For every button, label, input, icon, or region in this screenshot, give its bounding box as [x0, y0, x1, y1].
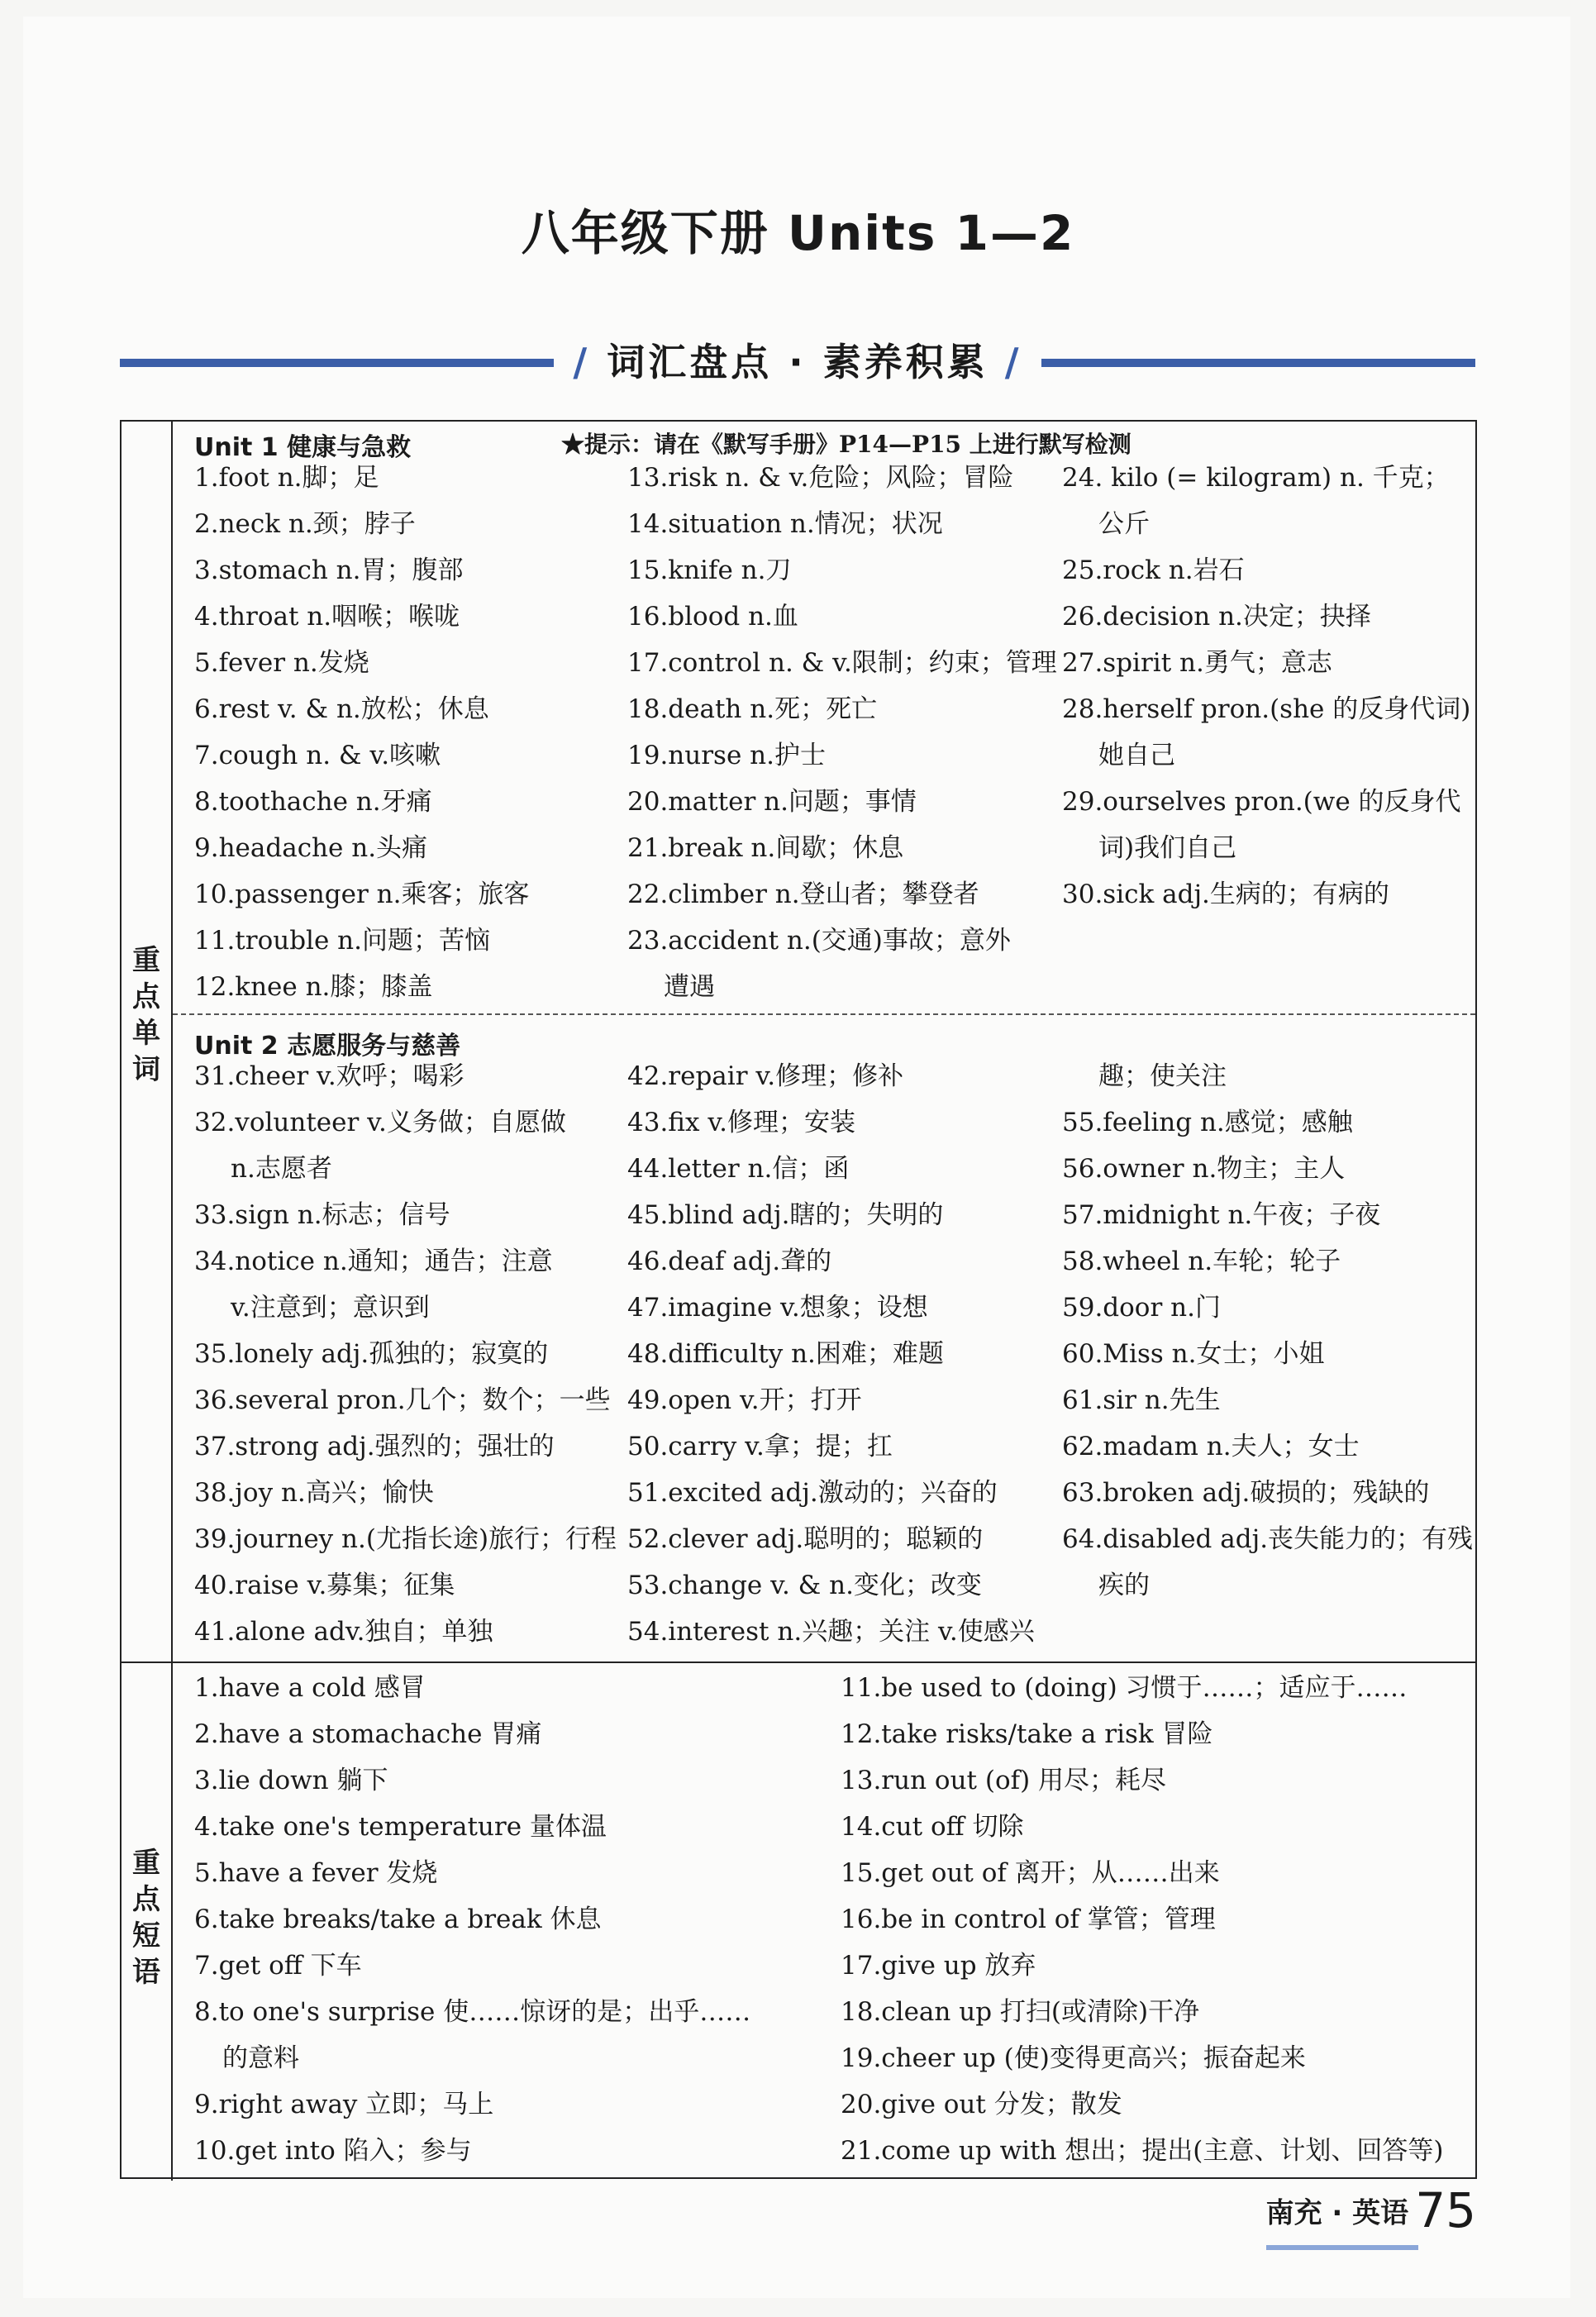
list-item: 54.interest n.兴趣；关注 v.使感兴 — [627, 1617, 1035, 1647]
list-item: 16.blood n.血 — [627, 602, 798, 632]
list-item: 55.feeling n.感觉；感触 — [1062, 1108, 1353, 1137]
unit1-header: Unit 1 健康与急救 — [194, 433, 412, 462]
list-item: 63.broken adj.破损的；残缺的 — [1062, 1478, 1430, 1508]
banner-line-right — [1041, 359, 1475, 367]
label-char: 语 — [132, 1956, 160, 1989]
unit-divider — [173, 1013, 1475, 1015]
list-item: 18.death n.死；死亡 — [627, 694, 878, 724]
label-char: 重 — [132, 1847, 160, 1880]
banner-text: 词汇盘点 · 素养积累 — [607, 340, 989, 384]
list-item: 37.strong adj.强烈的；强壮的 — [194, 1432, 555, 1461]
page-number: 75 — [1415, 2182, 1476, 2238]
list-item: 6.take breaks/take a break 休息 — [194, 1905, 602, 1934]
list-item: 36.several pron.几个；数个；一些 — [194, 1385, 611, 1415]
list-item: 42.repair v.修理；修补 — [627, 1061, 904, 1091]
list-item: 38.joy n.高兴；愉快 — [194, 1478, 434, 1508]
list-item: 47.imagine v.想象；设想 — [627, 1293, 928, 1323]
list-item: 疾的 — [1098, 1571, 1150, 1600]
list-item: 21.break n.间歇；休息 — [627, 833, 904, 863]
list-item: 52.clever adj.聪明的；聪颖的 — [627, 1524, 984, 1554]
list-item: 5.fever n.发烧 — [194, 648, 369, 678]
list-item: 7.cough n. & v.咳嗽 — [194, 741, 441, 770]
list-item: 28.herself pron.(she 的反身代词) — [1062, 694, 1471, 724]
list-item: 32.volunteer v.义务做；自愿做 — [194, 1108, 566, 1137]
list-item: 35.lonely adj.孤独的；寂寞的 — [194, 1339, 549, 1369]
vocab-table — [120, 420, 1477, 2179]
page-footer — [1266, 2182, 1476, 2238]
list-item: 58.wheel n.车轮；轮子 — [1062, 1247, 1341, 1276]
list-item: 10.passenger n.乘客；旅客 — [194, 880, 530, 909]
list-item: 40.raise v.募集；征集 — [194, 1571, 455, 1600]
list-item: 她自己 — [1098, 741, 1175, 770]
list-item: 17.give up 放弃 — [841, 1951, 1036, 1981]
list-item: 5.have a fever 发烧 — [194, 1858, 438, 1888]
list-item: 30.sick adj.生病的；有病的 — [1062, 880, 1389, 909]
list-item: 15.knife n.刀 — [627, 555, 792, 585]
list-item: 9.headache n.头痛 — [194, 833, 428, 863]
list-item: 22.climber n.登山者；攀登者 — [627, 880, 979, 909]
list-item: n.志愿者 — [231, 1154, 332, 1184]
list-item: 10.get into 陷入；参与 — [194, 2136, 472, 2166]
list-item: 7.get off 下车 — [194, 1951, 362, 1981]
list-item: 6.rest v. & n.放松；休息 — [194, 694, 489, 724]
label-char: 词 — [132, 1053, 160, 1086]
list-item: 18.clean up 打扫(或清除)干净 — [841, 1997, 1200, 2027]
list-item: 14.situation n.情况；状况 — [627, 509, 943, 539]
list-item: 51.excited adj.激动的；兴奋的 — [627, 1478, 998, 1508]
key-phrases-label — [121, 1663, 173, 2181]
list-item: 29.ourselves pron.(we 的反身代 — [1062, 787, 1461, 817]
list-item: 4.take one's temperature 量体温 — [194, 1812, 607, 1842]
list-item: 17.control n. & v.限制；约束；管理 — [627, 648, 1057, 678]
footer-underline — [1266, 2245, 1418, 2250]
list-item: v.注意到；意识到 — [231, 1293, 430, 1323]
page-title: 八年级下册 Units 1—2 — [521, 205, 1075, 261]
hint-text: ★提示：请在《默写手册》P14—P15 上进行默写检测 — [561, 431, 1131, 458]
list-item: 34.notice n.通知；通告；注意 — [194, 1247, 553, 1276]
list-item: 64.disabled adj.丧失能力的；有残 — [1062, 1524, 1474, 1554]
list-item: 的意料 — [222, 2043, 299, 2073]
list-item: 49.open v.开；打开 — [627, 1385, 862, 1415]
list-item: 27.spirit n.勇气；意志 — [1062, 648, 1332, 678]
list-item: 24. kilo (= kilogram) n. 千克； — [1062, 463, 1450, 493]
list-item: 59.door n.门 — [1062, 1293, 1221, 1323]
list-item: 公斤 — [1098, 509, 1150, 539]
banner-line-left — [120, 359, 554, 367]
list-item: 趣；使关注 — [1098, 1061, 1227, 1091]
list-item: 53.change v. & n.变化；改变 — [627, 1571, 982, 1600]
list-item: 11.be used to (doing) 习惯于……；适应于…… — [841, 1673, 1408, 1703]
list-item: 33.sign n.标志；信号 — [194, 1200, 450, 1230]
list-item: 26.decision n.决定；抉择 — [1062, 602, 1371, 632]
list-item: 遭遇 — [664, 972, 715, 1002]
list-item: 8.toothache n.牙痛 — [194, 787, 432, 817]
list-item: 56.owner n.物主；主人 — [1062, 1154, 1346, 1184]
list-item: 12.knee n.膝；膝盖 — [194, 972, 433, 1002]
list-item: 13.run out (of) 用尽；耗尽 — [841, 1766, 1167, 1795]
list-item: 62.madam n.夫人；女士 — [1062, 1432, 1360, 1461]
list-item: 43.fix v.修理；安装 — [627, 1108, 856, 1137]
list-item: 1.have a cold 感冒 — [194, 1673, 426, 1703]
list-item: 14.cut off 切除 — [841, 1812, 1024, 1842]
list-item: 31.cheer v.欢呼；喝彩 — [194, 1061, 465, 1091]
key-words-label — [121, 422, 173, 1661]
list-item: 8.to one's surprise 使……惊讶的是；出乎…… — [194, 1997, 751, 2027]
list-item: 41.alone adv.独自；单独 — [194, 1617, 493, 1647]
list-item: 11.trouble n.问题；苦恼 — [194, 926, 490, 956]
list-item: 15.get out of 离开；从……出来 — [841, 1858, 1220, 1888]
list-item: 60.Miss n.女士；小姐 — [1062, 1339, 1325, 1369]
list-item: 50.carry v.拿；提；扛 — [627, 1432, 893, 1461]
list-item: 19.nurse n.护士 — [627, 741, 826, 770]
list-item: 20.give out 分发；散发 — [841, 2090, 1122, 2119]
label-char: 短 — [132, 1919, 160, 1952]
label-char: 点 — [132, 980, 160, 1013]
list-item: 19.cheer up (使)变得更高兴；振奋起来 — [841, 2043, 1306, 2073]
list-item: 48.difficulty n.困难；难题 — [627, 1339, 944, 1369]
list-item: 46.deaf adj.聋的 — [627, 1247, 832, 1276]
list-item: 44.letter n.信；函 — [627, 1154, 850, 1184]
list-item: 57.midnight n.午夜；子夜 — [1062, 1200, 1381, 1230]
list-item: 61.sir n.先生 — [1062, 1385, 1221, 1415]
footer-text: 南充 · 英语 — [1265, 2196, 1409, 2230]
label-char: 单 — [132, 1017, 160, 1050]
list-item: 1.foot n.脚；足 — [194, 463, 379, 493]
list-item: 9.right away 立即；马上 — [194, 2090, 494, 2119]
list-item: 16.be in control of 掌管；管理 — [841, 1905, 1216, 1934]
key-phrases-section — [121, 1661, 1475, 2181]
list-item: 12.take risks/take a risk 冒险 — [841, 1719, 1213, 1749]
list-item: 词)我们自己 — [1098, 833, 1237, 863]
section-banner — [120, 329, 1475, 395]
list-item: 2.neck n.颈；脖子 — [194, 509, 416, 539]
list-item: 23.accident n.(交通)事故；意外 — [627, 926, 1011, 956]
list-item: 13.risk n. & v.危险；风险；冒险 — [627, 463, 1014, 493]
list-item: 45.blind adj.瞎的；失明的 — [627, 1200, 944, 1230]
list-item: 3.lie down 躺下 — [194, 1766, 388, 1795]
list-item: 39.journey n.(尤指长途)旅行；行程 — [194, 1524, 617, 1554]
list-item: 25.rock n.岩石 — [1062, 555, 1245, 585]
label-char: 点 — [132, 1883, 160, 1916]
unit2-header: Unit 2 志愿服务与慈善 — [194, 1032, 461, 1061]
list-item: 2.have a stomachache 胃痛 — [194, 1719, 542, 1749]
list-item: 3.stomach n.胃；腹部 — [194, 555, 464, 585]
list-item: 20.matter n.问题；事情 — [627, 787, 917, 817]
list-item: 4.throat n.咽喉；喉咙 — [194, 602, 460, 632]
key-words-section — [121, 422, 1475, 1661]
label-char: 重 — [132, 944, 160, 977]
banner-title: / 词汇盘点 · 素养积累 / — [573, 340, 1022, 384]
list-item: 21.come up with 想出；提出(主意、计划、回答等) — [841, 2136, 1444, 2166]
